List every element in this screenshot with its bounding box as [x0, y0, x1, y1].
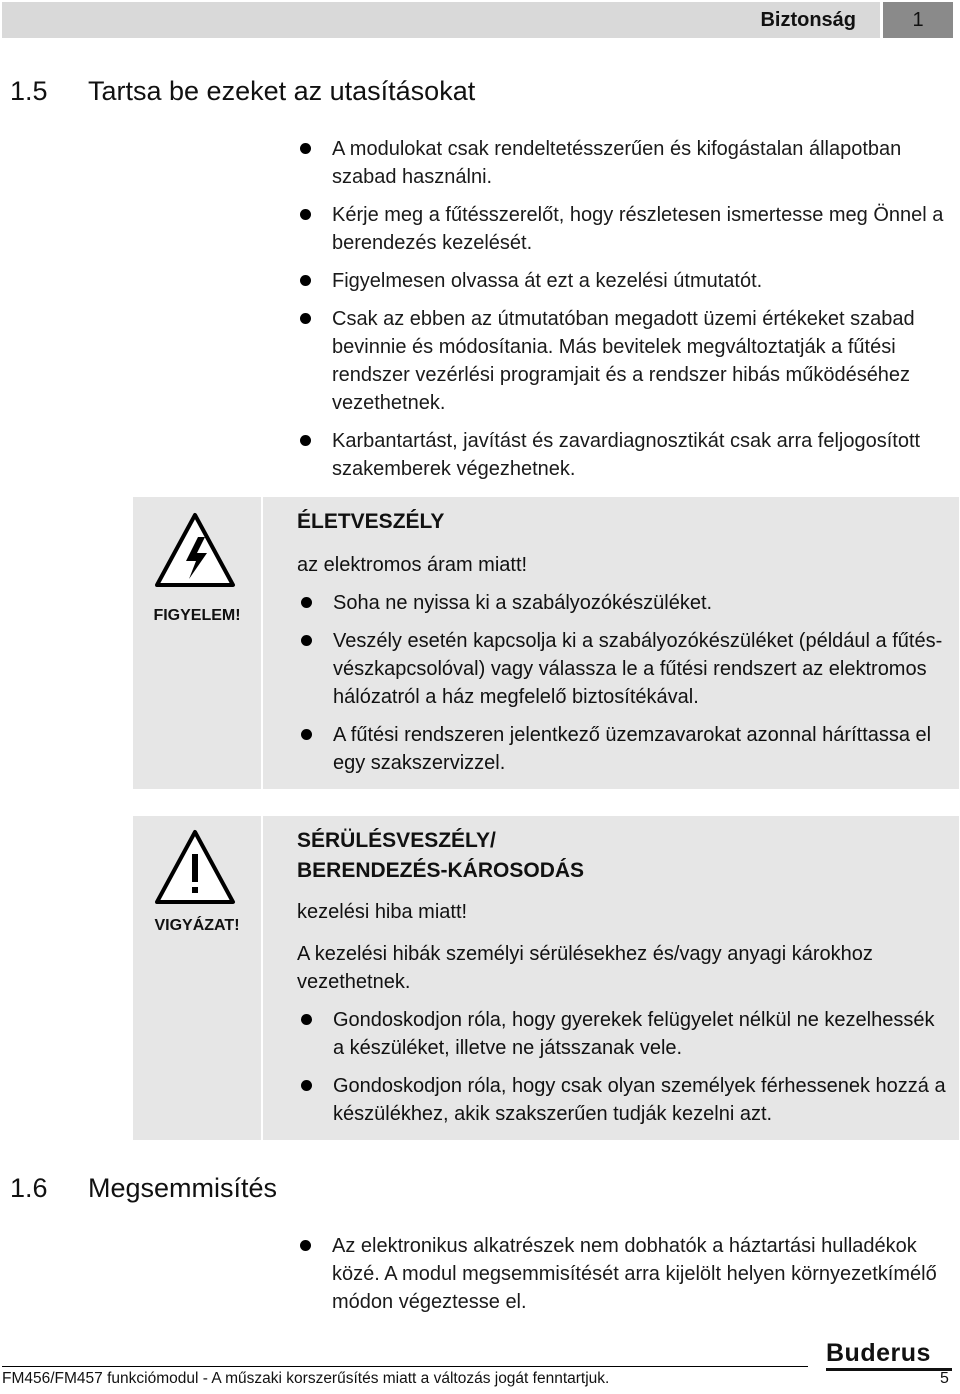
list-item: Csak az ebben az útmutatóban megadott üzemi értékeket szabad bevinnie és módosítania. Más bevitelek megváltoztatják a fűtési rendszer vezérlési programjait és a rendszer hibás működéséhez vezethetnek. [296, 305, 946, 417]
bullet-list [296, 1232, 956, 1316]
list-item: Veszély esetén kapcsolja ki a szabályozókészüléket (például a fűtés-vészkapcsolóval) vagy válassza le a fűtési rendszert az elektromos hálózatról a ház megfelelő biztosítékával. [297, 627, 947, 711]
section-1-6-body [296, 1232, 956, 1326]
page-number: 5 [940, 1370, 949, 1387]
warning-subtitle: kezelési hiba miatt! [297, 901, 468, 923]
warning-bullet-list [297, 1006, 947, 1128]
warning-content [297, 826, 959, 1138]
header-bar [2, 2, 880, 38]
list-item: A modulokat csak rendeltetésszerűen és kifogástalan állapotban szabad használni. [296, 135, 946, 191]
exclamation-warning-icon [153, 828, 237, 908]
section-title: Tartsa be ezeket az utasításokat [88, 76, 476, 106]
list-item: Karbantartást, javítást és zavardiagnosztikát csak arra feljogosított szakemberek végezhetnek. [296, 427, 946, 483]
footer-text: FM456/FM457 funkciómodul - A műszaki korszerűsítés miatt a változás jogát fenntartjuk. [2, 1370, 610, 1387]
list-item: Az elektronikus alkatrészek nem dobhatók a háztartási hulladékok közé. A modul megsemmisítését arra kijelölt helyen környezetkímélő módon végeztesse el. [296, 1232, 956, 1316]
warning-label: FIGYELEM! [153, 607, 241, 624]
electric-hazard-icon [153, 511, 237, 591]
section-heading-1-6 [10, 1173, 610, 1207]
brand-underline [826, 1368, 952, 1371]
warning-bullet-list [297, 589, 947, 777]
chapter-number: 1 [883, 2, 953, 38]
warning-title-line-2: BERENDEZÉS-KÁROSODÁS [297, 859, 585, 882]
section-1-5-body [296, 135, 946, 493]
warning-title: ÉLETVESZÉLY [297, 510, 445, 533]
brand-logo: Buderus [826, 1339, 931, 1367]
list-item: Gondoskodjon róla, hogy csak olyan személyek férhessenek hozzá a készülékhez, akik szakszerűen tudják kezelni azt. [297, 1072, 947, 1128]
warning-content [297, 507, 959, 787]
list-item: Soha ne nyissa ki a szabályozókészüléket. [297, 589, 947, 617]
footer-divider [2, 1366, 808, 1367]
section-heading-1-5 [10, 76, 610, 110]
bullet-list [296, 135, 946, 483]
warning-label: VIGYÁZAT! [154, 917, 240, 934]
section-number: 1.6 [10, 1173, 48, 1203]
chapter-title: Biztonság [760, 9, 856, 31]
list-item: Kérje meg a fűtésszerelőt, hogy részletesen ismertesse meg Önnel a berendezés kezelését. [296, 201, 946, 257]
warning-title-line-1: SÉRÜLÉSVESZÉLY/ [297, 829, 496, 852]
list-item: Figyelmesen olvassa át ezt a kezelési útmutatót. [296, 267, 946, 295]
warning-text: A kezelési hibák személyi sérülésekhez és/vagy anyagi károkhoz vezethetnek. [297, 943, 873, 993]
section-number: 1.5 [10, 76, 48, 106]
caution-warning-box [133, 816, 959, 1140]
danger-warning-box [133, 497, 959, 789]
warning-subtitle: az elektromos áram miatt! [297, 554, 528, 576]
section-title: Megsemmisítés [88, 1173, 278, 1203]
list-item: Gondoskodjon róla, hogy gyerekek felügyelet nélkül ne kezelhessék a készüléket, illetve ne játsszanak vele. [297, 1006, 947, 1062]
list-item: A fűtési rendszeren jelentkező üzemzavarokat azonnal háríttassa el egy szakszervizzel. [297, 721, 947, 777]
